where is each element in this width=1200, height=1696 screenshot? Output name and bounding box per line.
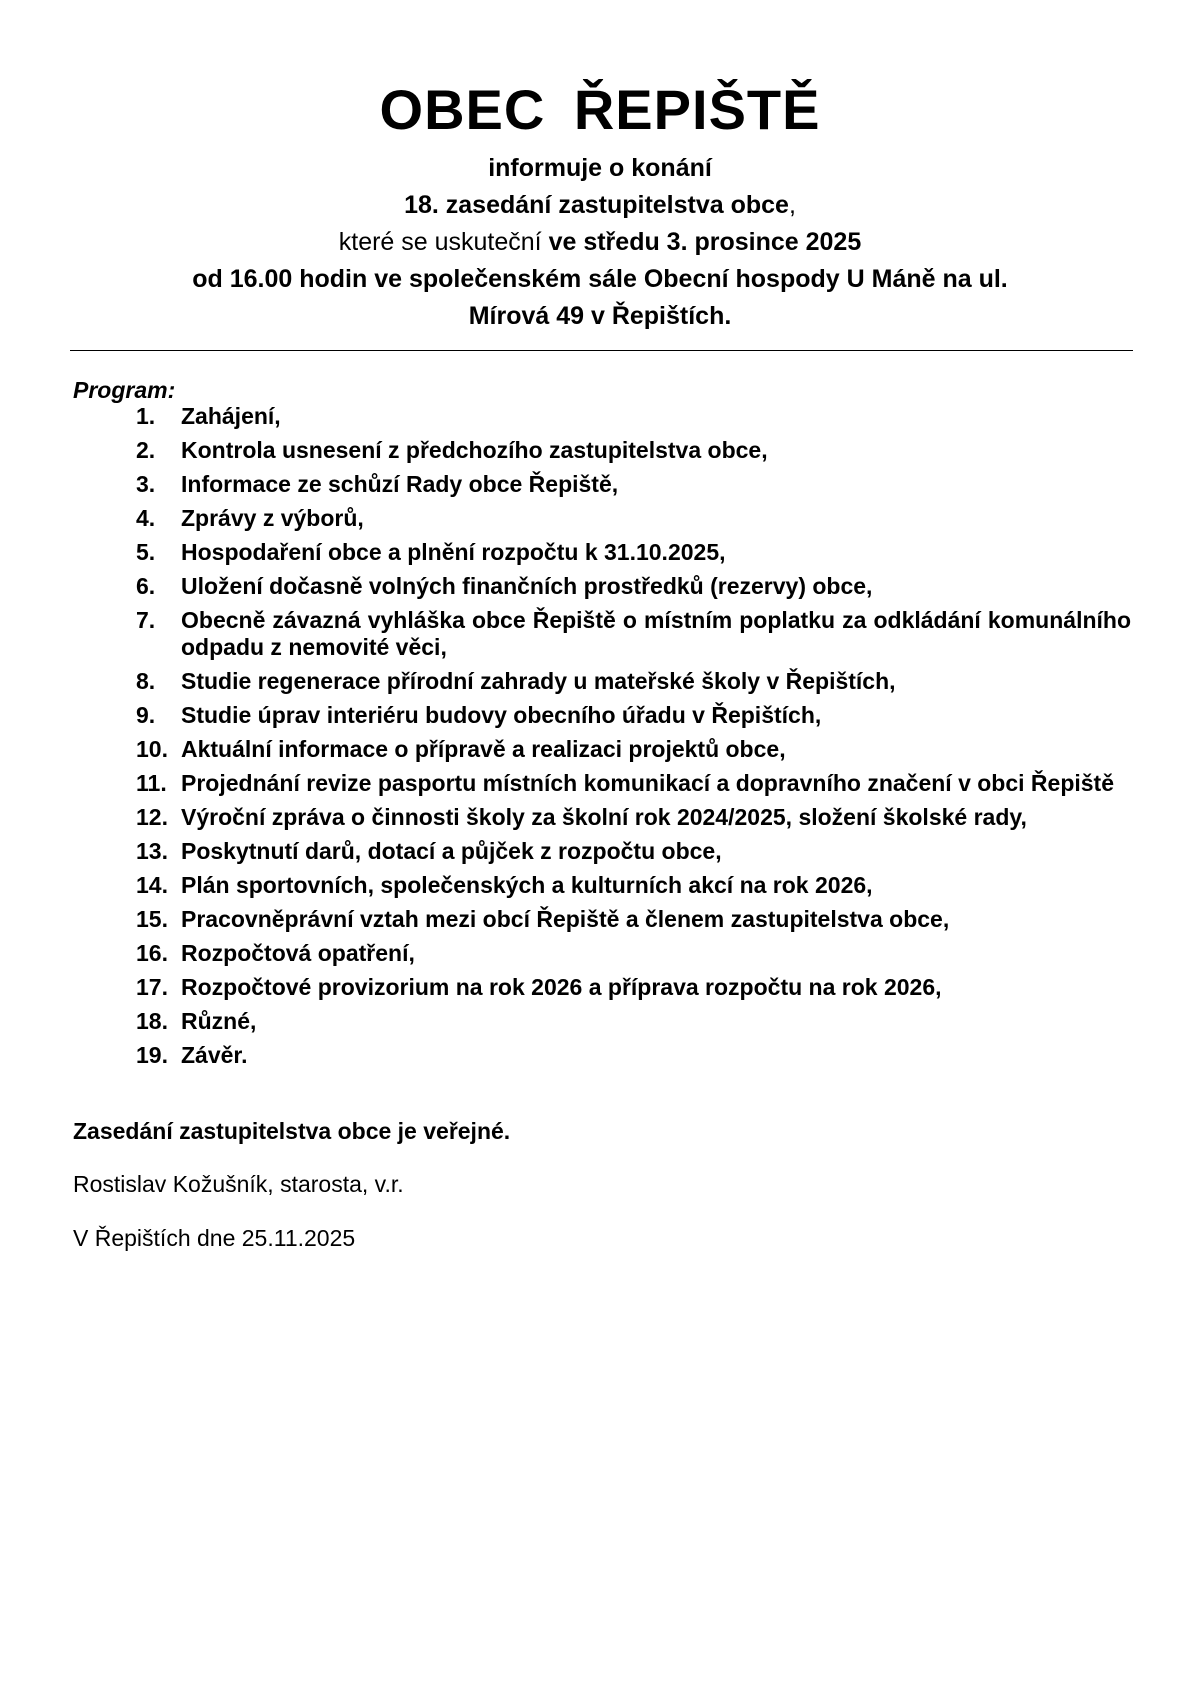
- agenda-item-text: Výroční zpráva o činnosti školy za školní rok 2024/2025, složení školské rady,: [181, 804, 1027, 830]
- page-title: OBEC ŘEPIŠTĚ: [379, 78, 821, 141]
- agenda-item-text: Informace ze schůzí Rady obce Řepiště,: [181, 471, 619, 497]
- agenda-item: [136, 838, 1131, 865]
- agenda-item-text: Zahájení,: [181, 403, 281, 429]
- agenda-item-number: 11.: [136, 770, 167, 796]
- agenda-item-text: Závěr.: [181, 1042, 248, 1068]
- horizontal-divider: [70, 350, 1133, 351]
- date-line: [0, 224, 1200, 261]
- agenda-item: [136, 770, 1131, 797]
- agenda-item: [136, 974, 1131, 1001]
- venue-line: od 16.00 hodin ve společenském sále Obecní hospody U Máně na ul.: [192, 265, 1008, 293]
- agenda-item-text: Projednání revize pasportu místních komunikací a dopravního značení v obci Řepiště: [181, 770, 1115, 796]
- agenda-item: [136, 539, 1131, 566]
- agenda-item-text: Různé,: [181, 1008, 257, 1034]
- agenda-item-number: 19.: [136, 1042, 168, 1068]
- agenda-item: [136, 1008, 1131, 1035]
- agenda-item: [136, 437, 1131, 464]
- agenda-item-number: 14.: [136, 872, 168, 898]
- agenda-item-text: Uložení dočasně volných finančních prostředků (rezervy) obce,: [181, 573, 873, 599]
- agenda-item-number: 4.: [136, 505, 156, 531]
- agenda-item-number: 15.: [136, 906, 168, 932]
- agenda-item-number: 3.: [136, 471, 156, 497]
- agenda-item-text: Zprávy z výborů,: [181, 505, 364, 531]
- agenda-item: [136, 872, 1131, 899]
- agenda-item-text: Plán sportovních, společenských a kulturních akcí na rok 2026,: [181, 872, 873, 898]
- session-line: [0, 187, 1200, 224]
- agenda-item: [136, 607, 1131, 661]
- agenda-item-number: 18.: [136, 1008, 168, 1034]
- agenda-item: [136, 668, 1131, 695]
- agenda-item: [136, 1042, 1131, 1069]
- agenda-item-number: 9.: [136, 702, 156, 728]
- agenda-item: [136, 940, 1131, 967]
- agenda-item-number: 13.: [136, 838, 168, 864]
- agenda-list: [136, 403, 1131, 1076]
- agenda-item-number: 17.: [136, 974, 168, 1000]
- session-name: 18. zasedání zastupitelstva obce: [404, 191, 789, 219]
- agenda-item: [136, 804, 1131, 831]
- agenda-item-text: Obecně závazná vyhláška obce Řepiště o místním poplatku za odkládání komunálního odpadu z nemovité věci,: [181, 607, 1131, 660]
- agenda-item-text: Studie úprav interiéru budovy obecního úřadu v Řepištích,: [181, 702, 822, 728]
- agenda-item: [136, 736, 1131, 763]
- agenda-item-text: Kontrola usnesení z předchozího zastupitelstva obce,: [181, 437, 768, 463]
- agenda-item-number: 6.: [136, 573, 156, 599]
- signature: Rostislav Kožušník, starosta, v.r.: [73, 1171, 404, 1197]
- meeting-date: ve středu 3. prosince 2025: [548, 228, 862, 256]
- agenda-item: [136, 403, 1131, 430]
- agenda-item-text: Hospodaření obce a plnění rozpočtu k 31.10.2025,: [181, 539, 726, 565]
- agenda-item-number: 2.: [136, 437, 156, 463]
- agenda-item-text: Aktuální informace o přípravě a realizaci projektů obce,: [181, 736, 786, 762]
- header: [0, 70, 1200, 335]
- agenda-item-text: Studie regenerace přírodní zahrady u mateřské školy v Řepištích,: [181, 668, 896, 694]
- agenda-item-number: 10.: [136, 736, 168, 762]
- agenda-item: [136, 505, 1131, 532]
- public-note: Zasedání zastupitelstva obce je veřejné.: [73, 1118, 511, 1144]
- issue-date: V Řepištích dne 25.11.2025: [73, 1225, 356, 1251]
- agenda-item-number: 7.: [136, 607, 156, 633]
- agenda-item: [136, 573, 1131, 600]
- agenda-item: [136, 906, 1131, 933]
- date-prefix: které se uskuteční: [338, 228, 549, 256]
- program-label: Program:: [73, 377, 176, 403]
- agenda-item-text: Poskytnutí darů, dotací a půjček z rozpočtu obce,: [181, 838, 722, 864]
- agenda-item-number: 5.: [136, 539, 156, 565]
- agenda-item-number: 12.: [136, 804, 168, 830]
- agenda-item-number: 8.: [136, 668, 156, 694]
- agenda-item-text: Pracovněprávní vztah mezi obcí Řepiště a členem zastupitelstva obce,: [181, 906, 950, 932]
- agenda-item-number: 16.: [136, 940, 168, 966]
- agenda-item-number: 1.: [136, 403, 156, 429]
- agenda-item: [136, 702, 1131, 729]
- session-comma: ,: [788, 191, 796, 219]
- agenda-item-text: Rozpočtové provizorium na rok 2026 a příprava rozpočtu na rok 2026,: [181, 974, 942, 1000]
- address-line: Mírová 49 v Řepištích.: [468, 302, 732, 330]
- intro-line: informuje o konání: [488, 154, 712, 182]
- agenda-item: [136, 471, 1131, 498]
- agenda-item-text: Rozpočtová opatření,: [181, 940, 415, 966]
